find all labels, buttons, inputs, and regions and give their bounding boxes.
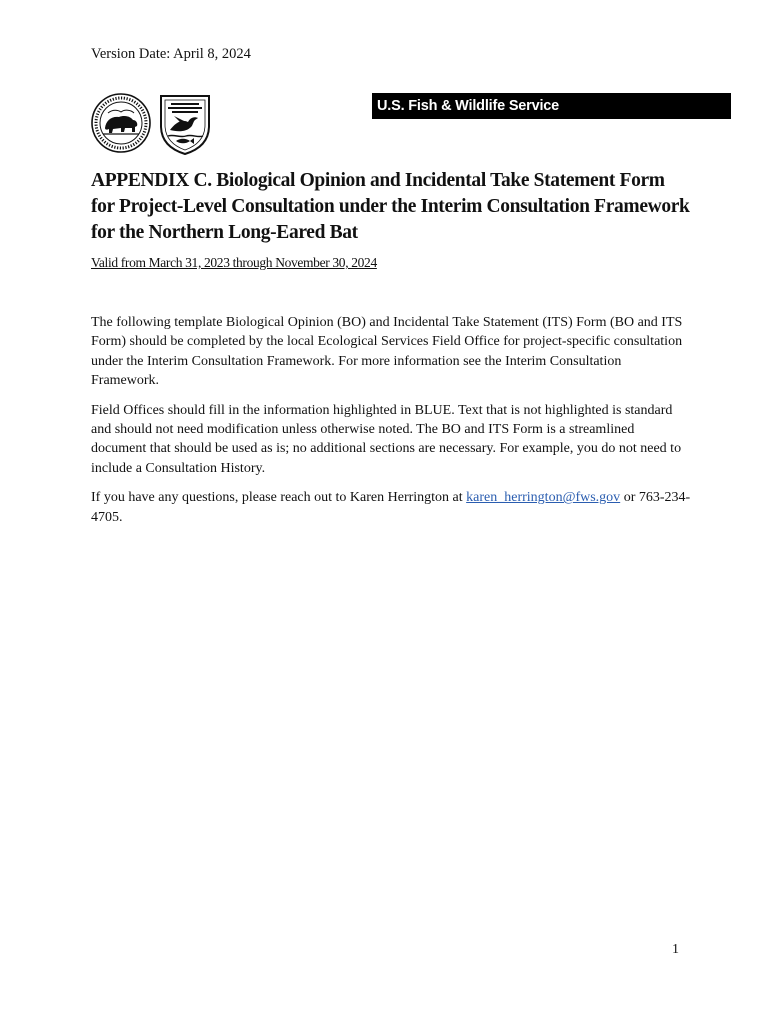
instructions-paragraph: Field Offices should fill in the information highlighted in BLUE. Text that is not highlighted is standard and should not need modification unless otherwise noted. The BO and ITS Form is a streamlined document that should be used as is; no additional sections are necessary. For example, you do not need to include a Consultation History. [91, 402, 682, 476]
document-body [91, 313, 691, 537]
fws-banner: U.S. Fish & Wildlife Service [372, 93, 731, 119]
doi-seal-icon [91, 93, 151, 153]
contact-paragraph [91, 488, 691, 527]
contact-suffix: or 763-234-4705. [91, 490, 691, 525]
validity-period: Valid from March 31, 2023 through November 30, 2024 [91, 255, 377, 270]
page-number: 1 [672, 942, 679, 957]
contact-prefix: If you have any questions, please reach out to Karen Herrington at [91, 490, 467, 506]
intro-paragraph: The following template Biological Opinion (BO) and Incidental Take Statement (ITS) Form (BO and ITS Form) should be completed by the local Ecological Services Field Office for project-specific consultation under the Interim Consultation Framework. For more information see the Interim Consultation Framework. [91, 315, 683, 389]
contact-email-link[interactable]: karen_herrington@fws.gov [466, 490, 621, 506]
fws-emblem-icon [158, 92, 212, 156]
version-date: Version Date: April 8, 2024 [91, 46, 251, 62]
document-title: APPENDIX C. Biological Opinion and Incidental Take Statement Form for Project-Level Consultation under the Interim Consultation Framework for the Northern Long-Eared Bat [91, 170, 690, 243]
